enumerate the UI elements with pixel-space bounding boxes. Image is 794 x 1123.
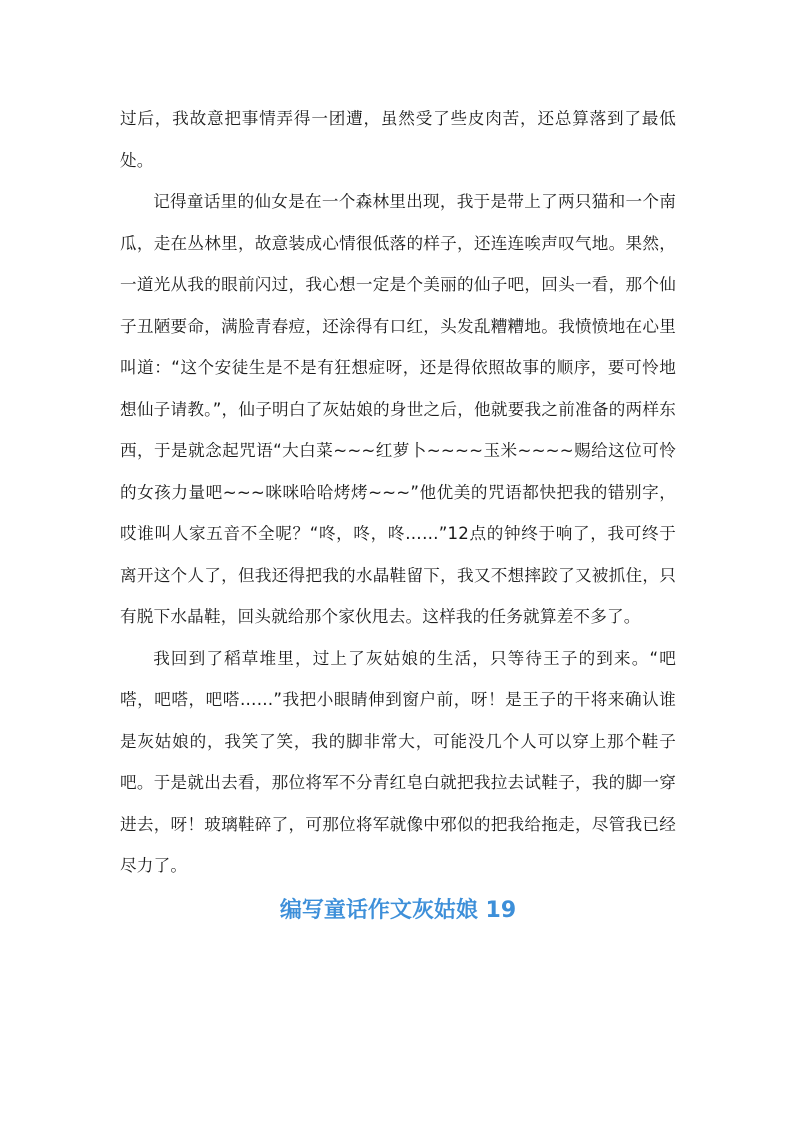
paragraph-1: 过后，我故意把事情弄得一团遭，虽然受了些皮肉苦，还总算落到了最低处。 bbox=[120, 109, 676, 170]
document-page bbox=[120, 98, 676, 931]
paragraph-3: 我回到了稻草堆里，过上了灰姑娘的生活，只等待王子的到来。“吧嗒，吧嗒，吧嗒……”我把小眼睛伸到窗户前，呀！是王子的干将来确认谁是灰姑娘的，我笑了笑，我的脚非常大，可能没几个人可以穿上那个鞋子吧。于是就出去看，那位将军不分青红皂白就把我拉去试鞋子，我的脚一穿进去，呀！玻璃鞋碎了，可那位将军就像中邪似的把我给拖走，尽管我已经尽力了。 bbox=[120, 648, 676, 875]
section-heading: 编写童话作文灰姑娘 19 bbox=[279, 897, 517, 923]
paragraph-2: 记得童话里的仙女是在一个森林里出现，我于是带上了两只猫和一个南瓜，走在丛林里，故意装成心情很低落的样子，还连连唉声叹气地。果然，一道光从我的眼前闪过，我心想一定是个美丽的仙子吧，回头一看，那个仙子丑陋要命，满脸青春痘，还涂得有口红，头发乱糟糟地。我愤愤地在心里叫道：“这个安徒生是不是有狂想症呀，还是得依照故事的顺序，要可怜地想仙子请教。”，仙子明白了灰姑娘的身世之后，他就要我之前准备的两样东西，于是就念起咒语“大白菜~~~红萝卜~~~~玉米~~~~赐给这位可怜的女孩力量吧~~~咪咪哈哈烤烤~~~”他优美的咒语都快把我的错别字，哎谁叫人家五音不全呢？“咚，咚，咚……”12点的钟终于响了，我可终于离开这个人了，但我还得把我的水晶鞋留下，我又不想摔跤了又被抓住，只有脱下水晶鞋，回头就给那个家伙甩去。这样我的任务就算差不多了。 bbox=[120, 192, 676, 626]
